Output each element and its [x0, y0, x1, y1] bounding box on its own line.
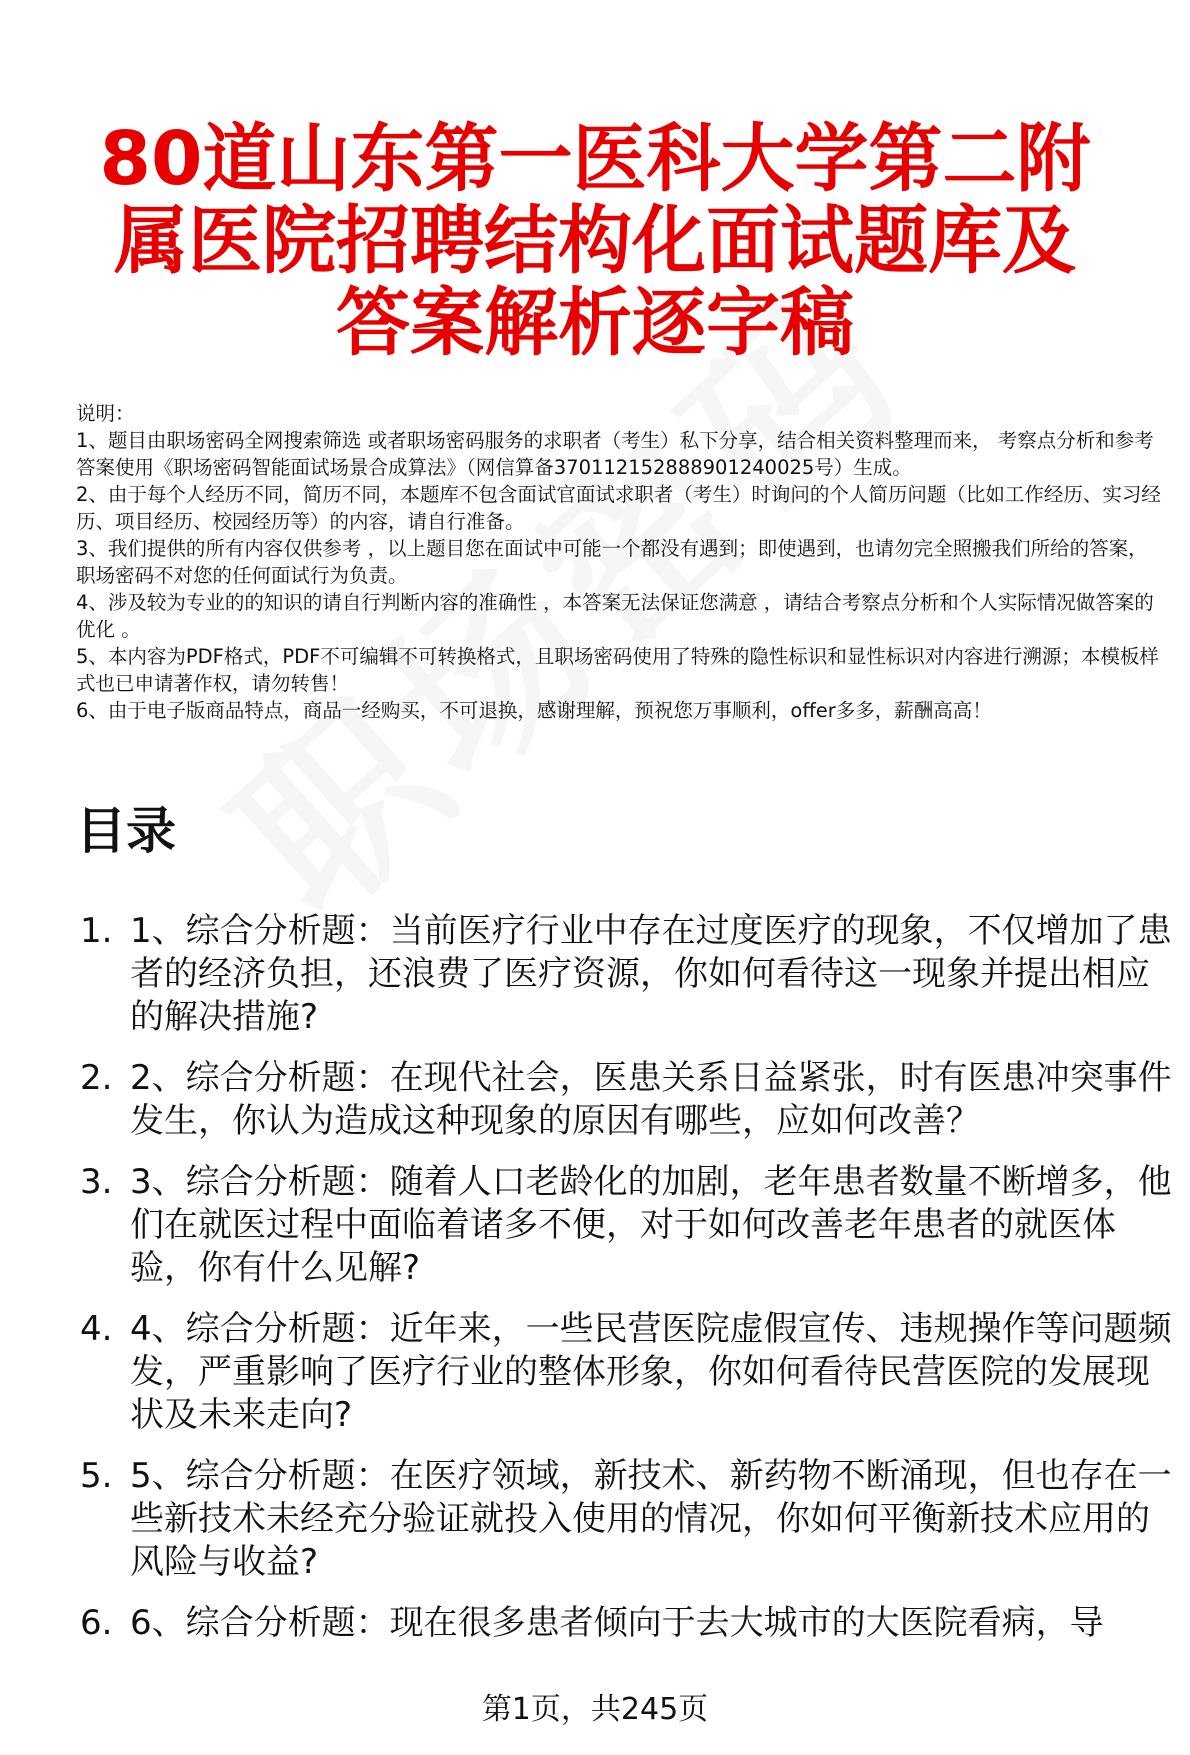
note-item-4: 4、涉及较为专业的的知识的请自行判断内容的准确性 ，本答案无法保证您满意 ，请结合考察点分析和个人实际情况做答案的优化 。: [76, 591, 1154, 641]
note-item-5: 5、本内容为PDF格式，PDF不可编辑不可转换格式，且职场密码使用了特殊的隐性标识和显性标识对内容进行溯源；本模板样式也已申请著作权，请勿转售！: [76, 645, 1159, 695]
toc-item-number: 4.: [80, 1309, 113, 1349]
toc-item-number: 3.: [80, 1162, 113, 1202]
toc-item-4[interactable]: [76, 1308, 1176, 1437]
toc-item-text: 4、综合分析题：近年来，一些民营医院虚假宣传、违规操作等问题频发，严重影响了医疗行业的整体形象，你如何看待民营医院的发展现状及未来走向?: [130, 1309, 1172, 1435]
toc-item-text: 2、综合分析题：在现代社会，医患关系日益紧张，时有医患冲突事件发生，你认为造成这种现象的原因有哪些，应如何改善？: [130, 1058, 1172, 1141]
note-item-6: 6、由于电子版商品特点，商品一经购买，不可退换，感谢理解，预祝您万事顺利，offer多多，薪酬高高！: [76, 699, 992, 722]
toc-item-text: 6、综合分析题：现在很多患者倾向于去大城市的大医院看病，导: [130, 1603, 1104, 1643]
toc-list: [76, 910, 1176, 1663]
toc-item-number: 6.: [80, 1603, 113, 1643]
note-item-3: 3、我们提供的所有内容仅供参考 ，以上题目您在面试中可能一个都没有遇到；即使遇到，也请勿完全照搬我们所给的答案，职场密码不对您的任何面试行为负责。: [76, 537, 1148, 587]
notes-section: [76, 400, 1166, 724]
toc-item-text: 3、综合分析题：随着人口老龄化的加剧，老年患者数量不断增多，他们在就医过程中面临着诸多不便，对于如何改善老年患者的就医体验，你有什么见解?: [130, 1162, 1172, 1288]
notes-heading: 说明：: [76, 402, 135, 425]
document-title: 80道山东第一医科大学第二附属医院招聘结构化面试题库及答案解析逐字稿: [99, 116, 1091, 366]
toc-item-2[interactable]: [76, 1057, 1176, 1143]
note-item-1: 1、题目由职场密码全网搜索筛选 或者职场密码服务的求职者（考生）私下分享，结合相关资料整理而来， 考察点分析和参考答案使用《职场密码智能面试场景合成算法》（网信算备370112152888901240025号）生成。: [76, 429, 1154, 479]
note-item-2: 2、由于每个人经历不同，简历不同，本题库不包含面试官面试求职者（考生）时询问的个人简历问题（比如工作经历、实习经历、项目经历、校园经历等）的内容，请自行准备。: [76, 483, 1161, 533]
toc-item-5[interactable]: [76, 1455, 1176, 1584]
toc-heading: 目录: [76, 802, 176, 860]
toc-item-1[interactable]: [76, 910, 1176, 1039]
toc-item-text: 1、综合分析题：当前医疗行业中存在过度医疗的现象，不仅增加了患者的经济负担，还浪费了医疗资源，你如何看待这一现象并提出相应的解决措施?: [130, 911, 1172, 1037]
toc-item-number: 2.: [80, 1058, 113, 1098]
page-number-footer: 第1页，共245页: [481, 1692, 709, 1727]
toc-item-6[interactable]: [76, 1602, 1176, 1645]
toc-item-number: 5.: [80, 1456, 113, 1496]
toc-item-3[interactable]: [76, 1161, 1176, 1290]
toc-item-text: 5、综合分析题：在医疗领域，新技术、新药物不断涌现，但也存在一些新技术未经充分验证就投入使用的情况，你如何平衡新技术应用的风险与收益?: [130, 1456, 1172, 1582]
toc-item-number: 1.: [80, 911, 113, 951]
